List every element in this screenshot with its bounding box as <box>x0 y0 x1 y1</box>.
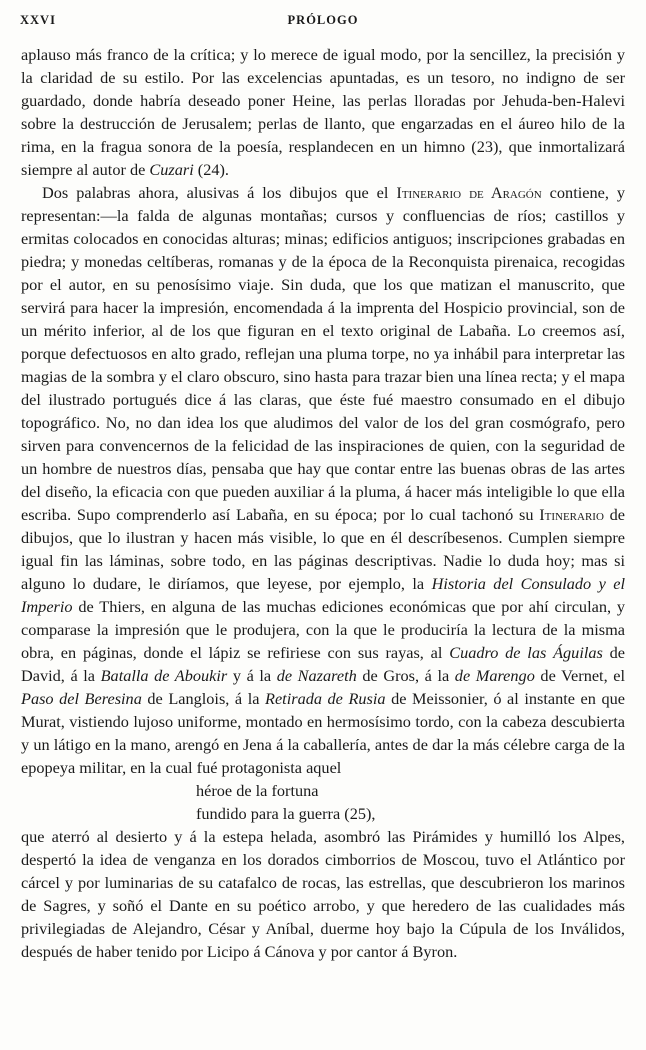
p2-text-1: Dos palabras ahora, alusivas á los dibujos que el <box>42 183 397 202</box>
retirada-rusia-title: Retirada de Rusia <box>265 689 386 708</box>
itinerario-aragon-title: Itinerario de Aragón <box>396 183 542 202</box>
p2-text-8: de Vernet, el <box>534 666 625 685</box>
p2-text-7: de Gros, á la <box>356 666 455 685</box>
batalla-aboukir-title: Batalla de Aboukir <box>100 666 228 685</box>
page-header <box>20 13 626 29</box>
paragraph-1-tail: (24). <box>193 160 229 179</box>
nazareth-title: de Nazareth <box>276 666 357 685</box>
paragraph-1-text: aplauso más franco de la crítica; y lo merece de igual modo, por la sencillez, la precisión y la claridad de su estilo. Por las excelencias apuntadas, es un tesoro, no indigno de ser guardado, donde habría deseado poner Heine, las perlas lloradas por Jehuda-ben-Halevi sobre la destrucción de Jerusalem; perlas de llanto, que engarzadas en el áureo hilo de la rima, en la fragua sonora de la poesía, resplandecen en un himno (23), que inmortalizará siempre al autor de <box>21 45 625 179</box>
cuadro-aguilas-title: Cuadro de las Águilas <box>449 643 603 662</box>
cuzari-title: Cuzari <box>149 160 194 179</box>
marengo-title: de Marengo <box>454 666 535 685</box>
p2-text-5: de David, á la <box>21 643 625 685</box>
paragraph-2 <box>21 181 625 779</box>
p2-text-2: contiene, y representan:—la falda de algunas montañas; cursos y confluencias de ríos; castillos y ermitas colocados en conocidas alturas; minas; edificios antiguos; inscripciones grabadas en piedra; y monedas celtíberas, romanas y de la época de la Reconquista pirenaica, recogidas por el autor, en su penosísimo viaje. Sin duda, que los que matizan el manuscrito, que servirá para hacer la impresión, encomendada á la imprenta del Hospicio provincial, son de un mérito inferior, al de los que figuran en el texto original de Labaña. Lo creemos así, porque defectuosos en alto grado, reflejan una pluma torpe, no ya inhábil para interpretar las magias de la sombra y el claro obscuro, sino hasta para trazar bien una línea recta; y el mapa del ilustrado portugués dice á las claras, que éste fué maestro consumado en el dibujo topográfico. No, no dan idea los que aludimos del valor de los del gran cosmógrafo, pero sirven para convencernos de la felicidad de las inspiraciones de quien, con la seguridad de un hombre de nuestros días, pensaba que hay que contar entre las buenas obras de las artes del diseño, la eficacia con que pueden auxiliar á la pluma, á hacer más inteligible lo que ella escriba. Supo comprenderlo así Labaña, en su época; por lo cual tachonó su <box>21 183 626 524</box>
page-body <box>21 43 625 963</box>
verse-line-1: héroe de la fortuna <box>196 781 319 800</box>
paragraph-1 <box>21 43 625 181</box>
historia-consulado-title: Historia del Consulado y el Imperio <box>21 574 625 616</box>
p2-text-6: y á la <box>227 666 277 685</box>
p2-text-4: de Thiers, en alguna de las muchas ediciones económicas que por ahí circulan, y comparase la impresión que le produjera, con la que le produciría la lectura de la misma obra, en páginas, donde el lápiz se refiriese con sus rayas, al <box>21 597 625 662</box>
p2-text-10: de Meissonier, ó al instante en que Murat, vistiendo lujoso uniforme, montado en hermosísimo tordo, con la cabeza descubierta y un látigo en la mano, arengó en Jena á la caballería, antes de dar la más célebre carga de la epopeya militar, en la cual fué protagonista aquel <box>21 689 625 777</box>
page-number: XXVI <box>20 13 56 27</box>
itinerario-title: Itinerario <box>539 505 604 524</box>
p2-text-3: de dibujos, que lo ilustran y hacen más visible, lo que en él descríbesenos. Cumplen siempre igual fin las láminas, sobre todo, en las páginas descriptivas. Nadie lo duda hoy; mas si alguno lo dudare, le diríamos, que leyese, por ejemplo, la <box>21 505 626 593</box>
running-title: PRÓLOGO <box>287 13 359 27</box>
verse-quote <box>21 779 625 825</box>
paragraph-3: que aterró al desierto y á la estepa helada, asombró las Pirámides y humilló los Alpes, despertó la idea de venganza en los dorados cimborrios de Moscou, tuvo el Atlántico por cárcel y por luminarias de su catafalco de rocas, las estrellas, que descubrieron los marinos de Sagres, y soñó el Dante en su poético arrobo, y que heredero de las cualidades más privilegiadas de Alejandro, César y Aníbal, duerme hoy bajo la Cúpula de los Inválidos, después de haber tenido por Licipo á Cánova y por cantor á Byron. <box>21 827 625 961</box>
p2-text-9: de Langlois, á la <box>141 689 266 708</box>
verse-line-2: fundido para la guerra (25), <box>196 804 376 823</box>
paso-beresina-title: Paso del Beresina <box>21 689 142 708</box>
